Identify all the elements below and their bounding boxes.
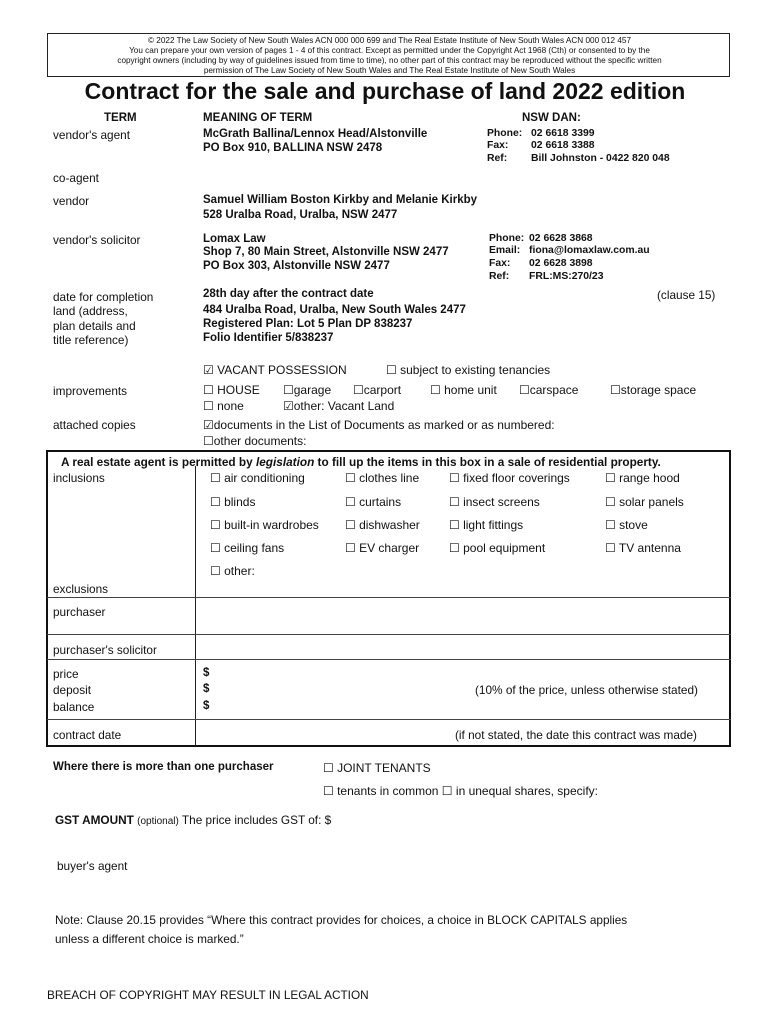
joint-tenants-checkbox[interactable]: ☐ JOINT TENANTS: [323, 761, 431, 775]
land-plan: Registered Plan: Lot 5 Plan DP 838237: [203, 318, 413, 330]
agent-ref-label: Ref:: [487, 153, 508, 164]
carport-checkbox[interactable]: ☐carport: [353, 383, 402, 397]
other-inclusions-checkbox[interactable]: ☐ other:: [210, 564, 255, 578]
solicitor-email-label: Email:: [489, 245, 521, 256]
note-line: unless a different choice is marked.”: [55, 932, 244, 946]
page-title: Contract for the sale and purchase of land 2022 edition: [84, 78, 686, 104]
solar-panels-checkbox[interactable]: ☐ solar panels: [605, 495, 684, 509]
footer-warning: BREACH OF COPYRIGHT MAY RESULT IN LEGAL ACTION: [47, 988, 369, 1002]
row-divider: [47, 719, 731, 720]
column-divider: [195, 466, 196, 746]
copyright-line: permission of The Law Society of New South Wales and The Real Estate Institute of New South Wales: [203, 66, 576, 75]
row-divider: [47, 634, 731, 635]
row-divider: [47, 659, 731, 660]
solicitor-email: fiona@lomaxlaw.com.au: [529, 245, 650, 256]
pool-equipment-checkbox[interactable]: ☐ pool equipment: [449, 541, 546, 555]
dishwasher-checkbox[interactable]: ☐ dishwasher: [345, 518, 420, 532]
agent-phone-label: Phone:: [487, 128, 523, 139]
solicitor-fax: 02 6628 3898: [529, 258, 593, 269]
copyright-notice: [47, 33, 730, 77]
completion-value: 28th day after the contract date: [203, 288, 374, 300]
solicitor-phone: 02 6628 3868: [529, 233, 593, 244]
light-fittings-checkbox[interactable]: ☐ light fittings: [449, 518, 524, 532]
other-improvement-checkbox[interactable]: ☑other: Vacant Land: [283, 399, 395, 413]
price-label: price: [53, 667, 79, 681]
contract-date-label: contract date: [53, 728, 122, 742]
completion-clause: (clause 15): [657, 288, 716, 302]
vendors-agent-address: PO Box 910, BALLINA NSW 2478: [203, 142, 383, 154]
other-documents-checkbox[interactable]: ☐other documents:: [203, 434, 307, 448]
vacant-possession-checkbox[interactable]: ☑ VACANT POSSESSION: [203, 363, 347, 377]
curtains-checkbox[interactable]: ☐ curtains: [345, 495, 402, 509]
balance-currency: $: [203, 700, 210, 712]
vendor-label: vendor: [53, 194, 90, 208]
land-label: plan details and: [53, 319, 136, 333]
exclusions-label: exclusions: [53, 582, 109, 596]
ceiling-fans-checkbox[interactable]: ☐ ceiling fans: [210, 541, 285, 555]
clothes-line-checkbox[interactable]: ☐ clothes line: [345, 471, 420, 485]
co-agent-label: co-agent: [53, 171, 99, 185]
stove-checkbox[interactable]: ☐ stove: [605, 518, 648, 532]
home-unit-checkbox[interactable]: ☐ home unit: [430, 383, 497, 397]
ev-charger-checkbox[interactable]: ☐ EV charger: [345, 541, 420, 555]
copyright-line: copyright owners (including by way of guidelines issued from time to time), no other part of this contract may be reproduced without the specific written: [117, 56, 662, 65]
house-checkbox[interactable]: ☐ HOUSE: [203, 383, 260, 397]
solicitor-ref-label: Ref:: [489, 271, 510, 282]
gst-text: The price includes GST of: $: [181, 813, 332, 827]
vendors-agent-label: vendor's agent: [53, 128, 131, 142]
contract-date-note: (if not stated, the date this contract was made): [455, 728, 697, 742]
agent-box-notice: [61, 455, 661, 469]
meaning-header: MEANING OF TERM: [203, 112, 313, 124]
row-divider: [47, 597, 731, 598]
agent-phone: 02 6618 3399: [531, 128, 595, 139]
notice-text: A real estate agent is permitted by: [61, 455, 256, 469]
documents-list-checkbox[interactable]: ☑documents in the List of Documents as marked or as numbered:: [203, 418, 555, 432]
purchasers-solicitor-label: purchaser's solicitor: [53, 643, 157, 657]
tenants-in-common-checkbox[interactable]: ☐ tenants in common ☐ in unequal shares, specify:: [323, 784, 598, 798]
buyers-agent-label: buyer's agent: [57, 859, 128, 873]
range-hood-checkbox[interactable]: ☐ range hood: [605, 471, 680, 485]
blinds-checkbox[interactable]: ☐ blinds: [210, 495, 256, 509]
solicitor-fax-label: Fax:: [489, 258, 511, 269]
none-checkbox[interactable]: ☐ none: [203, 399, 244, 413]
land-label: title reference): [53, 333, 129, 347]
vendors-agent-name: McGrath Ballina/Lennox Head/Alstonville: [203, 128, 428, 140]
balance-label: balance: [53, 700, 95, 714]
tv-antenna-checkbox[interactable]: ☐ TV antenna: [605, 541, 681, 555]
deposit-currency: $: [203, 683, 210, 695]
vendor-address: 528 Uralba Road, Uralba, NSW 2477: [203, 209, 398, 221]
solicitor-phone-label: Phone:: [489, 233, 525, 244]
land-address: 484 Uralba Road, Uralba, New South Wales 2477: [203, 304, 466, 316]
attached-copies-label: attached copies: [53, 418, 136, 432]
carspace-checkbox[interactable]: ☐carspace: [519, 383, 579, 397]
solicitor-ref: FRL:MS:270/23: [529, 271, 604, 282]
purchaser-label: purchaser: [53, 605, 106, 619]
multiple-purchasers-label: Where there is more than one purchaser: [53, 761, 274, 773]
solicitor-street: Shop 7, 80 Main Street, Alstonville NSW 2477: [203, 246, 449, 258]
garage-checkbox[interactable]: ☐garage: [283, 383, 332, 397]
vendor-name: Samuel William Boston Kirkby and Melanie Kirkby: [203, 194, 478, 206]
term-header: TERM: [104, 112, 137, 124]
copyright-line: You can prepare your own version of pages 1 - 4 of this contract. Except as permitted under the Copyright Act 1968 (Cth) or consented to by the: [129, 46, 650, 55]
improvements-label: improvements: [53, 384, 128, 398]
solicitor-firm: Lomax Law: [203, 233, 266, 245]
storage-space-checkbox[interactable]: ☐storage space: [610, 383, 697, 397]
gst-row: [55, 813, 331, 827]
notice-emphasis: legislation: [255, 455, 315, 469]
insect-screens-checkbox[interactable]: ☐ insect screens: [449, 495, 540, 509]
nsw-dan-header: NSW DAN:: [522, 112, 581, 124]
vendors-solicitor-label: vendor's solicitor: [53, 233, 141, 247]
inclusions-label: inclusions: [53, 471, 105, 485]
notice-text: to fill up the items in this box in a sale of residential property.: [314, 455, 661, 469]
completion-label: date for completion: [53, 290, 154, 304]
built-in-wardrobes-checkbox[interactable]: ☐ built-in wardrobes: [210, 518, 319, 532]
agent-fax-label: Fax:: [487, 140, 509, 151]
land-folio: Folio Identifier 5/838237: [203, 332, 334, 344]
deposit-note: (10% of the price, unless otherwise stated): [475, 683, 698, 697]
gst-optional: (optional): [137, 816, 179, 827]
solicitor-po-box: PO Box 303, Alstonville NSW 2477: [203, 260, 390, 272]
fixed-floor-coverings-checkbox[interactable]: ☐ fixed floor coverings: [449, 471, 570, 485]
gst-label: GST AMOUNT: [55, 813, 134, 827]
note-line: Note: Clause 20.15 provides “Where this contract provides for choices, a choice in BLOCK CAPITALS applies: [55, 913, 628, 927]
agent-fax: 02 6618 3388: [531, 140, 595, 151]
price-currency: $: [203, 667, 210, 679]
agent-ref: Bill Johnston - 0422 820 048: [531, 153, 670, 164]
land-label: land (address,: [53, 304, 128, 318]
copyright-line: © 2022 The Law Society of New South Wales ACN 000 000 699 and The Real Estate Institute of New South Wales ACN 000 012 457: [147, 36, 631, 45]
deposit-label: deposit: [53, 683, 92, 697]
existing-tenancies-checkbox[interactable]: ☐ subject to existing tenancies: [386, 363, 551, 377]
air-conditioning-checkbox[interactable]: ☐ air conditioning: [210, 471, 305, 485]
